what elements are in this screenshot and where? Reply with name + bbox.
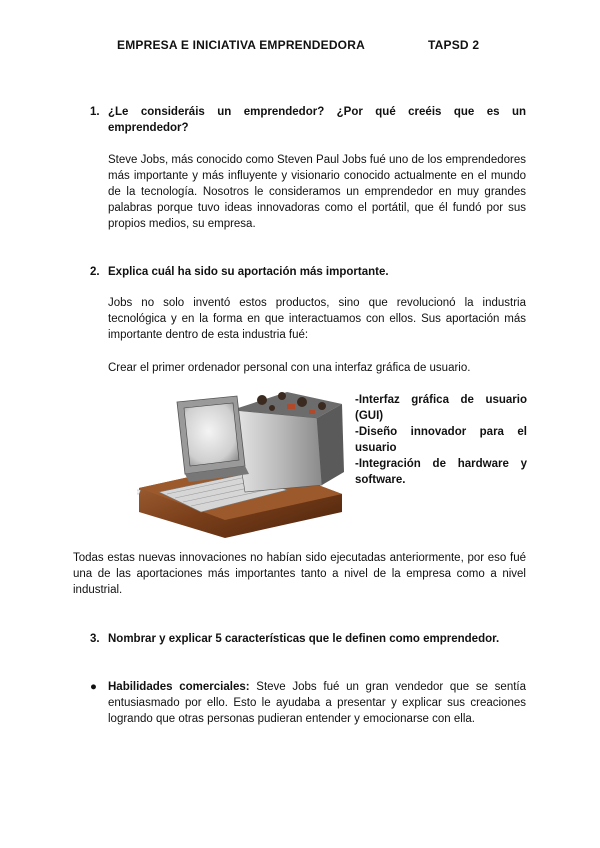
bullet-icon: ● [90,681,97,693]
document-title: EMPRESA E INICIATIVA EMPRENDEDORA [117,38,365,52]
feature-item: -Diseño innovador para el usuario [355,426,527,454]
apple-computer-image [137,390,347,538]
feature-item: -Interfaz gráfica de usuario (GUI) [355,394,527,422]
question-2 [90,264,526,280]
answer-2-paragraph: Jobs no solo inventó estos productos, sino que revolucionó la industria tecnológica y en la forma en que interactuamos con ellos. Sus aportación más importante dentro de esta industria fué: [108,297,526,341]
question-3 [90,631,526,647]
conclusion-paragraph: Todas estas nuevas innovaciones no habían sido ejecutadas anteriormente, por eso fué una de las aportaciones más importantes tanto a nivel de la empresa como a nivel industrial. [73,552,526,596]
question-1 [90,104,526,136]
features-list [355,392,527,488]
question-text: Nombrar y explicar 5 características que le definen como emprendedor. [108,633,500,645]
characteristic-item [90,679,526,727]
answer-1-paragraph: Steve Jobs, más conocido como Steven Paul Jobs fué uno de los emprendedores más importante y más influyente y visionario conocido actualmente en el mundo de la tecnología. Nosotros le consideramos un emprendedor en muy grandes palabras porque tuvo ideas innovadoras como el portátil, que él fundó por sus propios medios, su empresa. [108,154,526,230]
question-number: 2. [90,266,100,278]
answer-2-statement: Crear el primer ordenador personal con una interfaz gráfica de usuario. [108,362,471,374]
course-code: TAPSD 2 [428,38,480,52]
question-text: ¿Le consideráis un emprendedor? ¿Por qué creéis que es un emprendedor? [108,106,526,134]
characteristic-title: Habilidades comerciales: [108,681,250,693]
feature-item: -Integración de hardware y software. [355,458,527,486]
question-text: Explica cuál ha sido su aportación más importante. [108,266,389,278]
question-number: 3. [90,633,100,645]
characteristic-text: Steve Jobs fué un gran vendedor que se sentía entusiasmado por ello. Esto le ayudaba a presentar y explicar sus creaciones logrando que otras personas pudieran entender y emocionarse con ella. [108,681,526,725]
question-number: 1. [90,106,100,118]
